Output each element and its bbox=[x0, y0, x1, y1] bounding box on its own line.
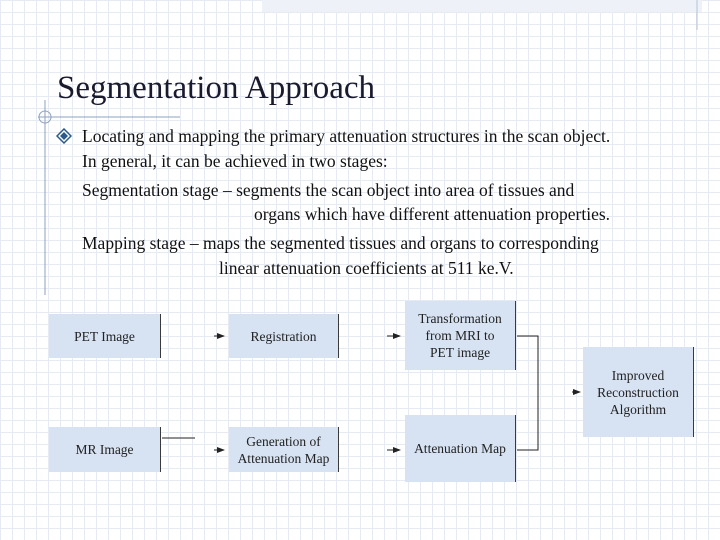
transformation-label-line-3: PET image bbox=[429, 345, 491, 360]
body-text-line-6: linear attenuation coefficients at 511 ke.V. bbox=[219, 258, 514, 278]
mr-image-box bbox=[49, 427, 161, 472]
pet-image-box bbox=[49, 314, 161, 358]
improved-label-line-3: Algorithm bbox=[609, 401, 667, 417]
transformation-label-line-2: from MRI to bbox=[425, 328, 495, 343]
body-text-line-1: Locating and mapping the primary attenuation structures in the scan object. bbox=[82, 126, 611, 146]
generation-box bbox=[229, 427, 339, 472]
body-text-line-2: In general, it can be achieved in two stages: bbox=[82, 151, 388, 171]
improved-label-line-1: Improved bbox=[611, 367, 665, 383]
attenuation-map-label: Attenuation Map bbox=[414, 441, 506, 456]
mr-image-label: MR Image bbox=[75, 442, 134, 457]
improved-label-line-2: Reconstruction bbox=[597, 384, 679, 400]
attenuation-map-box bbox=[405, 415, 516, 482]
registration-label: Registration bbox=[250, 328, 317, 344]
connector-merge bbox=[517, 336, 538, 450]
generation-label-line-2: Attenuation Map bbox=[237, 450, 330, 466]
slide-title: Segmentation Approach bbox=[57, 70, 376, 106]
registration-box bbox=[229, 314, 339, 358]
body-text-line-4: organs which have different attenuation properties. bbox=[254, 204, 611, 224]
generation-label-line-1: Generation of bbox=[246, 433, 321, 449]
transformation-label-line-1: Transformation bbox=[418, 311, 502, 326]
pet-image-label: PET Image bbox=[74, 328, 135, 344]
body-text-line-5: Mapping stage – maps the segmented tissues and organs to corresponding bbox=[82, 233, 599, 253]
body-text-line-3: Segmentation stage – segments the scan object into area of tissues and bbox=[82, 180, 575, 200]
improved-reconstruction-box bbox=[583, 347, 694, 437]
transformation-box bbox=[405, 301, 516, 370]
